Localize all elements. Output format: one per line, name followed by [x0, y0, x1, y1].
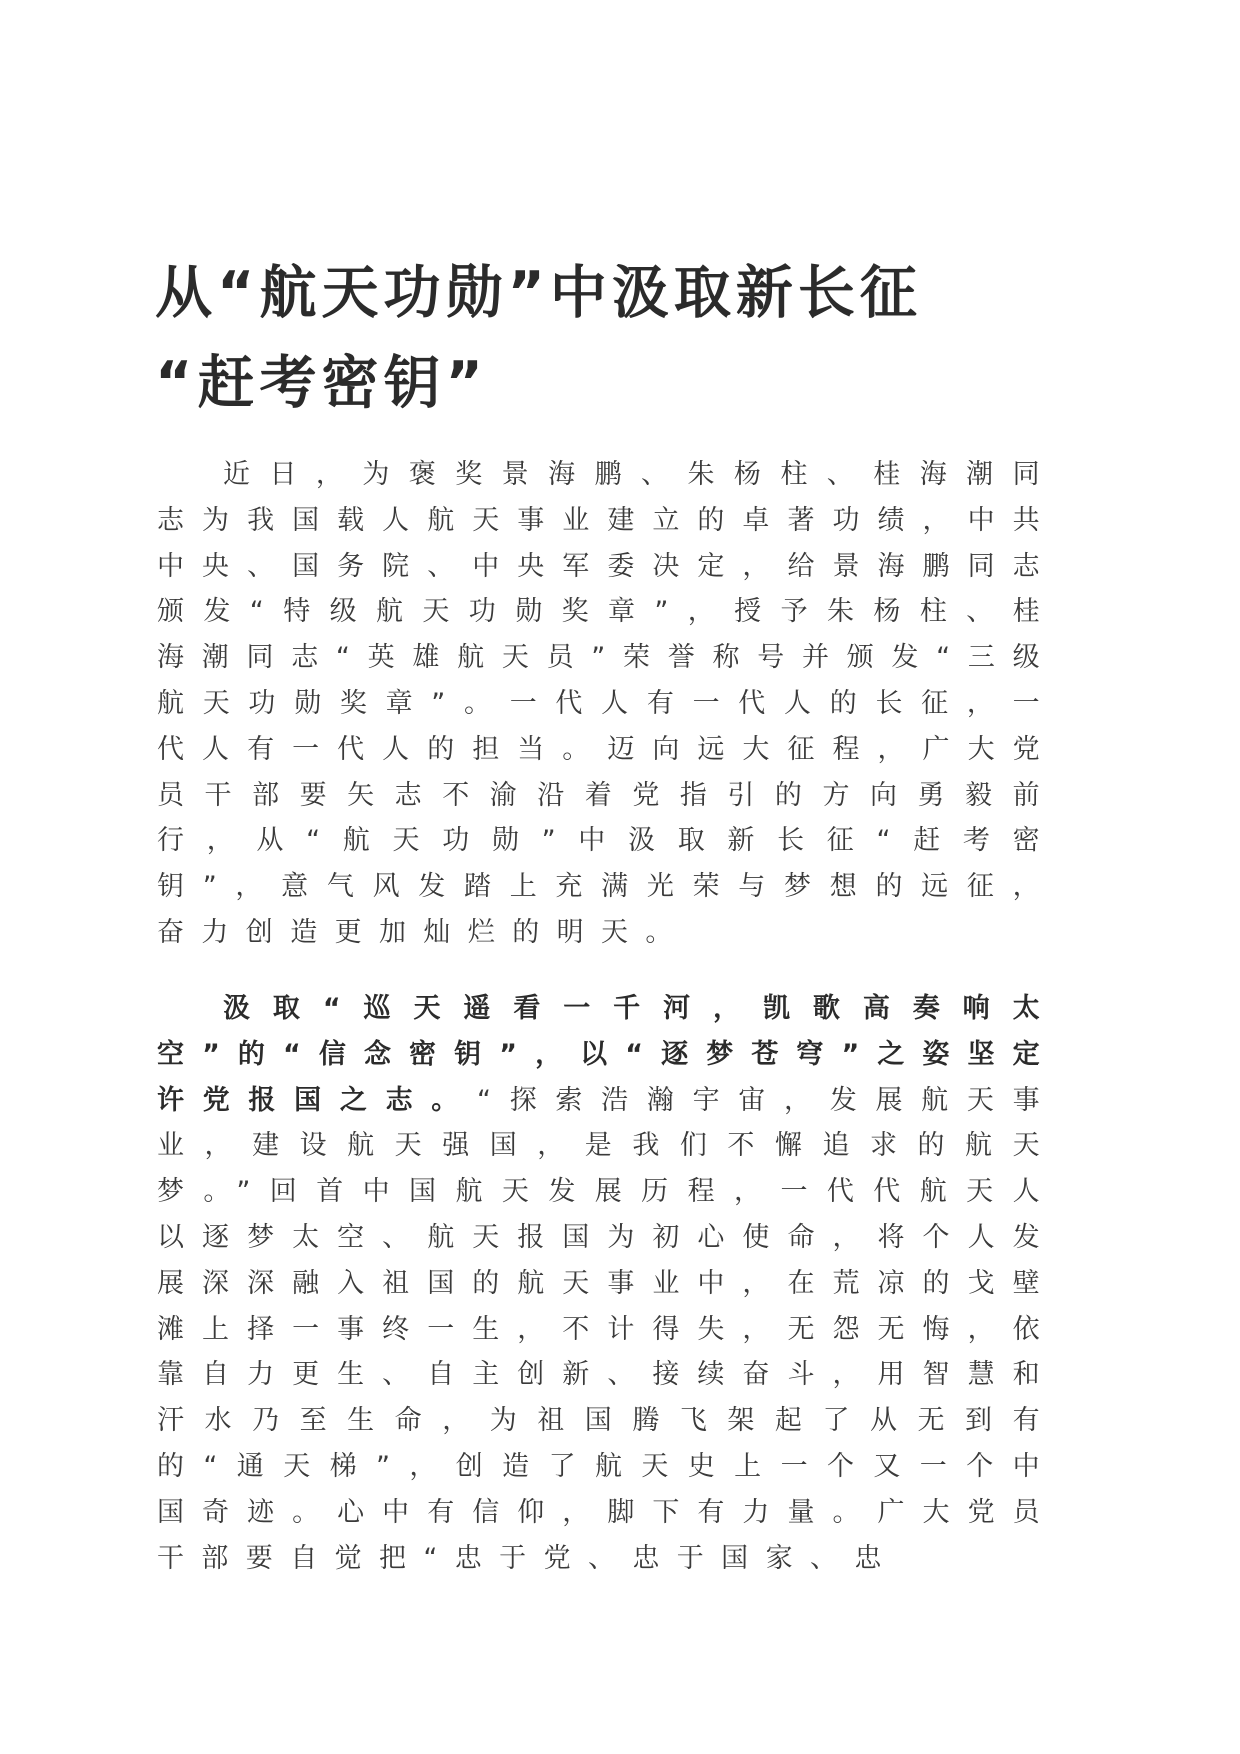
paragraph-2-lead-sentence: 汲取“巡天遥看一千河，凯歌高奏响太空”的“信念密钥”，以“逐梦苍穹”之姿坚定许党报国之志。	[157, 993, 1057, 1116]
article-title-line-2: “赶考密钥”	[155, 350, 488, 416]
paragraph-2-body-text: “探索浩瀚宇宙，发展航天事业，建设航天强国，是我们不懈追求的航天梦。”回首中国航天发展历程，一代代航天人以逐梦太空、航天报国为初心使命，将个人发展深深融入祖国的航天事业中，在荒凉的戈壁滩上择一事终一生，不计得失，无怨无悔，依靠自力更生、自主创新、接续奋斗，用智慧和汗水乃至生命，为祖国腾飞架起了从无到有的“通天梯”，创造了航天史上一个又一个中国奇迹。心中有信仰，脚下有力量。广大党员干部要自觉把“忠于党、忠于国家、忠	[157, 1084, 1057, 1574]
paragraph-2	[157, 986, 1057, 1581]
article-title-line-1: 从“航天功勋”中汲取新长征	[155, 260, 922, 326]
article-title	[155, 248, 1075, 428]
paragraph-1: 近日，为褒奖景海鹏、朱杨柱、桂海潮同志为我国载人航天事业建立的卓著功绩，中共中央、国务院、中央军委决定，给景海鹏同志颁发“特级航天功勋奖章”，授予朱杨柱、桂海潮同志“英雄航天员”荣誉称号并颁发“三级航天功勋奖章”。一代人有一代人的长征，一代人有一代人的担当。迈向远大征程，广大党员干部要矢志不渝沿着党指引的方向勇毅前行，从“航天功勋”中汲取新长征“赶考密钥”，意气风发踏上充满光荣与梦想的远征，奋力创造更加灿烂的明天。	[157, 459, 1058, 948]
